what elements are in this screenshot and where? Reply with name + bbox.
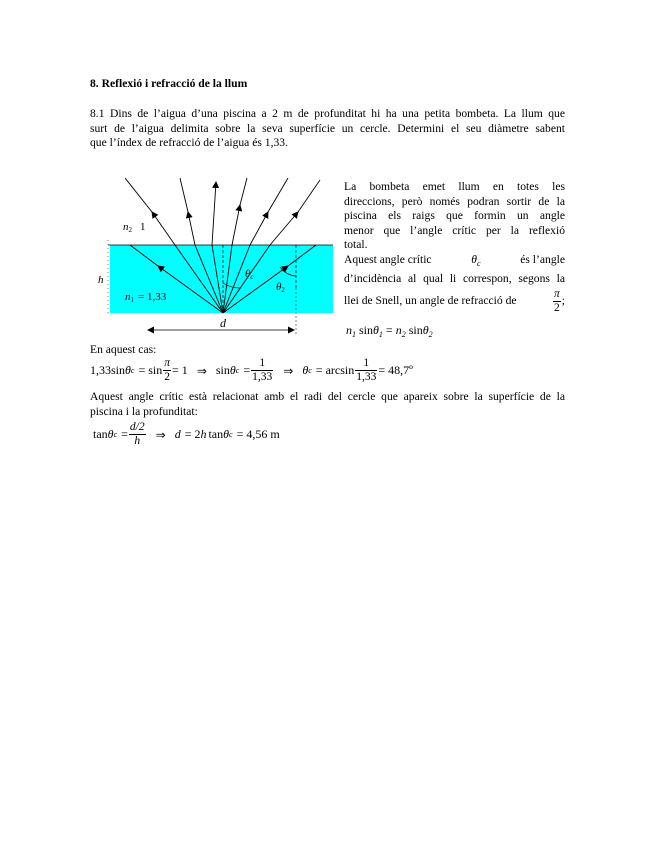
pi-over-2: $\frac{\pi}{2}$ — [164, 357, 171, 383]
theta-c-label: θc — [245, 268, 254, 281]
side-line: menor que l’angle crític per la reflexió — [344, 223, 565, 237]
side-line: La bombeta emet llum en totes les — [344, 180, 565, 193]
one-over-133: $\frac{1}{1,33}$ — [252, 357, 273, 383]
one-over-133: $\frac{1}{1,33}$ — [356, 357, 377, 383]
ray — [125, 178, 152, 212]
ray — [268, 178, 288, 212]
theta-2-label: θ2 — [276, 281, 285, 294]
ray — [152, 212, 175, 245]
ray — [250, 212, 268, 245]
implies-icon: ⇒ — [155, 427, 166, 442]
d-half-over-h: $\frac{d/2}{h}$ — [129, 421, 145, 447]
problem-line-1: 8.1 Dins de l’aigua d’una piscina a 2 m de profunditat hi ha una petita bombeta. La llum que — [90, 107, 565, 120]
side-line: direccions, però només podran sortir de la — [344, 194, 565, 208]
ray — [212, 182, 216, 245]
ray — [180, 178, 188, 212]
ray — [240, 178, 247, 205]
problem-number: 8.1 — [90, 107, 105, 120]
critical-angle-equation: 1,33sin θ c = sin $\frac{\pi}{2}$ = 1 ⇒ sin θ c = $\frac{1}{1,33}$ ⇒ θ c = arcsin $\frac{1}{1,33}$ = 48,7º — [90, 357, 413, 383]
pi-over-2: $\frac{\pi}{2}$ — [554, 288, 560, 315]
side-line: Aquest angle crític $\theta_c$ és l’angle — [344, 253, 565, 272]
d-label: d — [220, 316, 226, 330]
ray — [188, 212, 195, 245]
refraction-diagram — [90, 170, 340, 340]
ray — [232, 205, 240, 245]
diameter-equation: tan θ c = $\frac{d/2}{h}$ ⇒ d = 2 h tan θ c = 4,56 m — [93, 421, 280, 447]
theta-c-symbol: $\theta_c$ — [471, 252, 481, 268]
side-line: total. — [344, 238, 368, 252]
problem-statement — [90, 107, 565, 151]
side-line: piscina els raigs que formin un angle — [344, 209, 565, 223]
h-label: h — [98, 274, 104, 286]
snell-law: $n_1$ $\sin\theta_1 = n_2$ sinθ$_2$ — [346, 323, 433, 339]
problem-line-3: que l’índex de refracció de l’aigua és 1,33. — [90, 136, 288, 150]
side-line: llei de Snell, un angle de refracció de $\frac{\pi}{2}$ ; — [344, 288, 565, 315]
n1-label: n1 = 1,33 — [125, 291, 167, 304]
ray — [298, 180, 320, 212]
implies-icon: ⇒ — [196, 363, 207, 378]
n2-label: n2 1 — [123, 221, 146, 234]
side-line: d’incidència al qual li correspon, segons la — [344, 271, 565, 285]
problem-line-2: surt de l’aigua delimita sobre la seva superfície un cercle. Determini el seu diàmetre sabent — [90, 121, 565, 135]
implies-icon: ⇒ — [283, 363, 294, 378]
relation-text: Aquest angle crític està relacionat amb el radi del cercle que apareix sobre la superfície de la piscina i la profunditat: — [90, 390, 565, 418]
case-label: En aquest cas: — [90, 343, 157, 356]
side-explanation — [344, 180, 565, 315]
ray — [270, 212, 298, 245]
section-title: 8. Reflexió i refracció de la llum — [90, 77, 248, 90]
